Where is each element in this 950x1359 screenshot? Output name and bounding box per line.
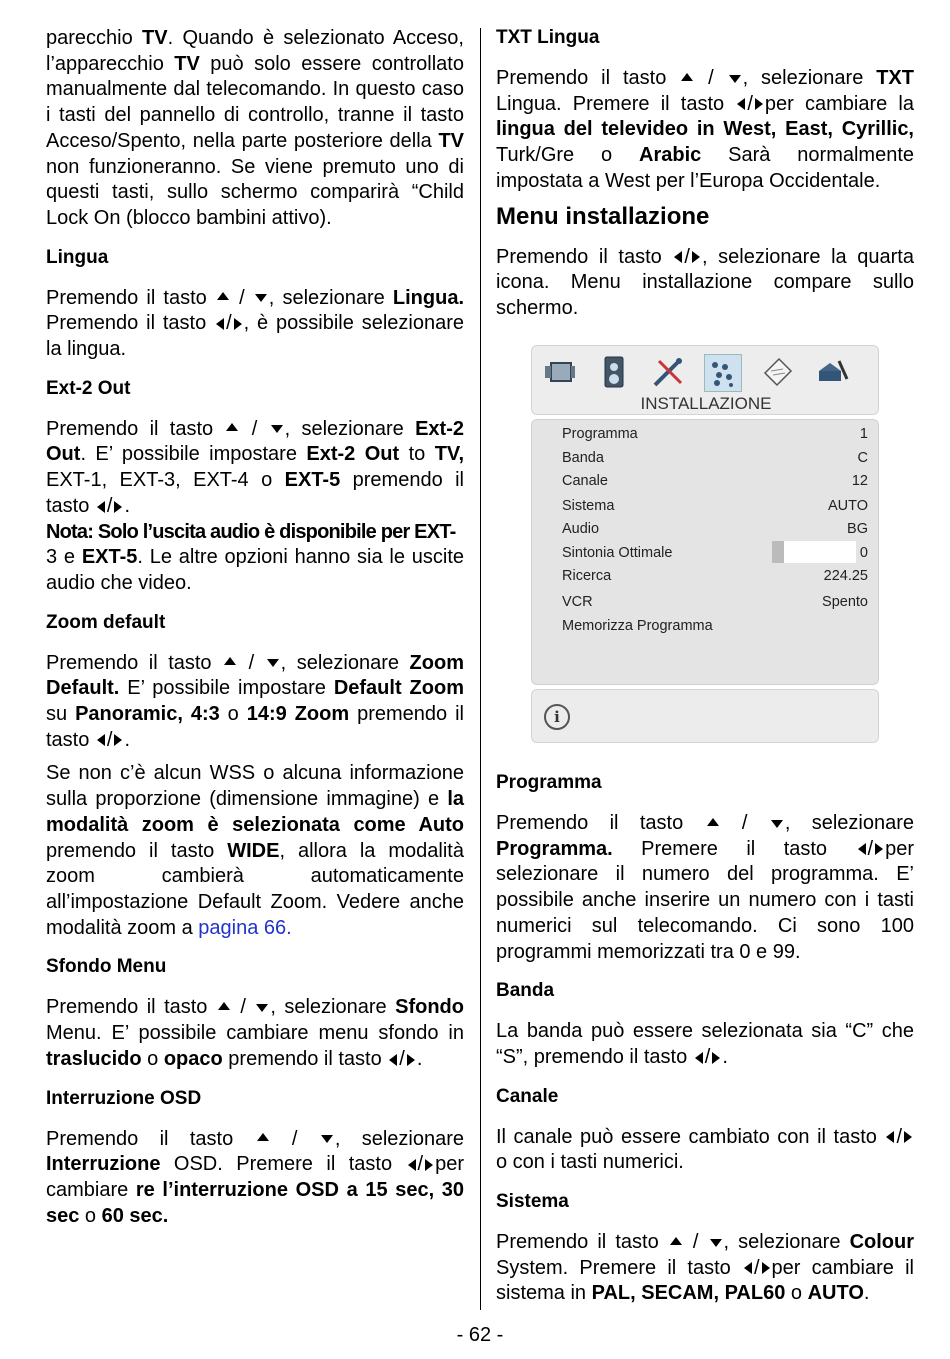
right-arrow-icon bbox=[875, 843, 883, 855]
sistema-paragraph: Premendo il tasto / , selezionare Colour System. Premere il tasto / per cambiare il sistema in PAL, SECAM, PAL60 o AUTO. bbox=[496, 1231, 914, 1305]
menu-row-sintonia[interactable]: Sintonia Ottimale 0 bbox=[562, 545, 868, 561]
left-arrow-icon bbox=[97, 734, 105, 746]
up-arrow-icon bbox=[217, 292, 229, 300]
menu-row-banda[interactable]: Banda C bbox=[562, 450, 868, 466]
up-arrow-icon bbox=[707, 818, 719, 826]
installazione-menu-screenshot bbox=[531, 345, 879, 743]
up-arrow-icon bbox=[224, 657, 236, 665]
settings-icon[interactable] bbox=[814, 354, 850, 390]
down-arrow-icon bbox=[321, 1135, 333, 1143]
right-arrow-icon bbox=[114, 734, 122, 746]
banda-paragraph: La banda può essere selezionata sia “C” che “S”, premendo il tasto / . bbox=[496, 1020, 914, 1068]
menu-title: INSTALLAZIONE bbox=[640, 394, 772, 413]
menu-row-programma[interactable]: Programma 1 bbox=[562, 426, 868, 442]
menu-row-ricerca[interactable]: Ricerca 224.25 bbox=[562, 568, 868, 584]
left-arrow-icon bbox=[744, 1262, 752, 1274]
section-title-menu-installazione: Menu installazione bbox=[496, 202, 710, 230]
left-arrow-icon bbox=[408, 1159, 416, 1171]
page-number: - 62 - bbox=[456, 1324, 504, 1346]
menu-row-memorizza[interactable]: Memorizza Programma bbox=[562, 618, 713, 634]
section-title-ext2: Ext-2 Out bbox=[46, 377, 131, 399]
menu-row-vcr[interactable]: VCR Spento bbox=[562, 594, 868, 610]
picture-icon[interactable] bbox=[542, 354, 578, 390]
right-arrow-icon bbox=[407, 1054, 415, 1066]
right-arrow-icon bbox=[712, 1052, 720, 1064]
up-arrow-icon bbox=[670, 1237, 682, 1245]
down-arrow-icon bbox=[267, 659, 279, 667]
left-arrow-icon bbox=[886, 1131, 894, 1143]
up-arrow-icon bbox=[218, 1002, 230, 1010]
section-title-zoom: Zoom default bbox=[46, 611, 166, 633]
down-arrow-icon bbox=[255, 294, 267, 302]
section-title-txt: TXT Lingua bbox=[496, 27, 600, 48]
menu-installazione-paragraph: Premendo il tasto / , selezionare la quarta icona. Menu installazione compare sullo schermo. bbox=[496, 245, 914, 319]
down-arrow-icon bbox=[771, 820, 783, 828]
install-icon[interactable] bbox=[704, 354, 742, 392]
txt-paragraph: Premendo il tasto / , selezionare TXT Lingua. Premere il tasto / per cambiare la lingua del televideo in West, East, Cyrillic, Turk/Gre o Arabic Sarà normalmente impostata a West per l’Europa Occidentale. bbox=[496, 67, 915, 192]
feature-icon[interactable] bbox=[650, 354, 686, 390]
left-column bbox=[46, 26, 464, 1237]
down-arrow-icon bbox=[271, 425, 283, 433]
section-title-programma: Programma bbox=[496, 772, 602, 793]
right-arrow-icon bbox=[755, 98, 763, 110]
column-divider bbox=[480, 28, 481, 1310]
right-arrow-icon bbox=[234, 318, 242, 330]
canale-paragraph: Il canale può essere cambiato con il tasto / o con i tasti numerici. bbox=[496, 1125, 914, 1176]
right-arrow-icon bbox=[114, 501, 122, 513]
left-arrow-icon bbox=[389, 1054, 397, 1066]
left-arrow-icon bbox=[858, 843, 866, 855]
menu-footer bbox=[531, 689, 879, 743]
menu-icon-bar bbox=[531, 345, 879, 415]
right-column bbox=[496, 26, 914, 330]
left-arrow-icon bbox=[216, 318, 224, 330]
up-arrow-icon bbox=[226, 423, 238, 431]
left-arrow-icon bbox=[97, 501, 105, 513]
lingua-paragraph: Premendo il tasto / , selezionare Lingua. Premendo il tasto / , è possibile selezionare la lingua. bbox=[46, 286, 464, 361]
up-arrow-icon bbox=[257, 1133, 269, 1141]
left-arrow-icon bbox=[695, 1052, 703, 1064]
menu-row-canale[interactable]: Canale 12 bbox=[562, 473, 868, 489]
right-arrow-icon bbox=[425, 1159, 433, 1171]
zoom-paragraph: Premendo il tasto / , selezionare Zoom Default. E’ possibile impostare Default Zoom su Panoramic, 4:3 o 14:9 Zoom premendo il tasto / . bbox=[46, 651, 464, 751]
zoom-wss-paragraph: Se non c’è alcun WSS o alcuna informazione sulla proporzione (dimensione immagine) e la modalità zoom è selezionata come Auto premendo il tasto WIDE, allora la modalità zoom cambierà automaticamente all’impostazione Default Zoom. Vedere anche modalità zoom a pagina 66. bbox=[46, 762, 464, 939]
ext2-note: Nota: Solo l’uscita audio è disponibile per EXT- 3 e EXT-5. Le altre opzioni hanno sia le uscite audio che video. bbox=[46, 520, 465, 594]
sound-icon[interactable] bbox=[596, 354, 632, 390]
source-icon[interactable] bbox=[760, 354, 796, 390]
section-title-lingua: Lingua bbox=[46, 246, 109, 268]
ext2-paragraph: Premendo il tasto / , selezionare Ext-2 Out. E’ possibile impostare Ext-2 Out to TV, EXT-1, EXT-3, EXT-4 o EXT-5 premendo il tasto / . bbox=[46, 417, 464, 517]
section-title-canale: Canale bbox=[496, 1085, 559, 1107]
intro-paragraph: parecchio TV. Quando è selezionato Acceso, l’apparecchio TV può solo essere controllato manualmente dal telecomando. In questo caso i tasti del pannello di controllo, tranne il tasto Acceso/Spento, nella parte posteriore della TV non funzioneranno. Se viene premuto uno di questi tasti, sullo schermo comparirà “Child Lock On (blocco bambini attivo). bbox=[46, 27, 464, 229]
left-arrow-icon bbox=[674, 251, 682, 263]
menu-row-sistema[interactable]: Sistema AUTO bbox=[562, 498, 868, 514]
info-icon[interactable]: i bbox=[544, 704, 570, 730]
left-arrow-icon bbox=[737, 98, 745, 110]
section-title-banda: Banda bbox=[496, 980, 555, 1002]
osd-paragraph: Premendo il tasto / , selezionare Interruzione OSD. Premere il tasto / per cambiare re l’interruzione OSD a 15 sec, 30 sec o 60 sec. bbox=[46, 1127, 464, 1227]
menu-settings-list bbox=[531, 419, 879, 685]
up-arrow-icon bbox=[681, 73, 693, 81]
section-title-sistema: Sistema bbox=[496, 1191, 569, 1213]
section-title-sfondo: Sfondo Menu bbox=[46, 956, 167, 978]
right-arrow-icon bbox=[762, 1262, 770, 1274]
down-arrow-icon bbox=[256, 1004, 268, 1012]
programma-paragraph: Premendo il tasto / , selezionare Programma. Premere il tasto / per selezionare il numero del programma. E’ possibile anche inserire un numero con i tasti numerici sul telecomando. Ci sono 100 programmi memorizzati tra 0 e 99. bbox=[496, 812, 914, 963]
menu-row-audio[interactable]: Audio BG bbox=[562, 521, 868, 537]
right-arrow-icon bbox=[904, 1131, 912, 1143]
right-column-lower bbox=[496, 771, 914, 1315]
right-arrow-icon bbox=[692, 251, 700, 263]
sfondo-paragraph: Premendo il tasto / , selezionare Sfondo Menu. E’ possibile cambiare menu sfondo in traslucido o opaco premendo il tasto / . bbox=[46, 996, 464, 1070]
page-66-link[interactable]: pagina 66. bbox=[198, 916, 292, 939]
section-title-osd: Interruzione OSD bbox=[46, 1087, 202, 1109]
down-arrow-icon bbox=[729, 75, 741, 83]
down-arrow-icon bbox=[710, 1239, 722, 1247]
